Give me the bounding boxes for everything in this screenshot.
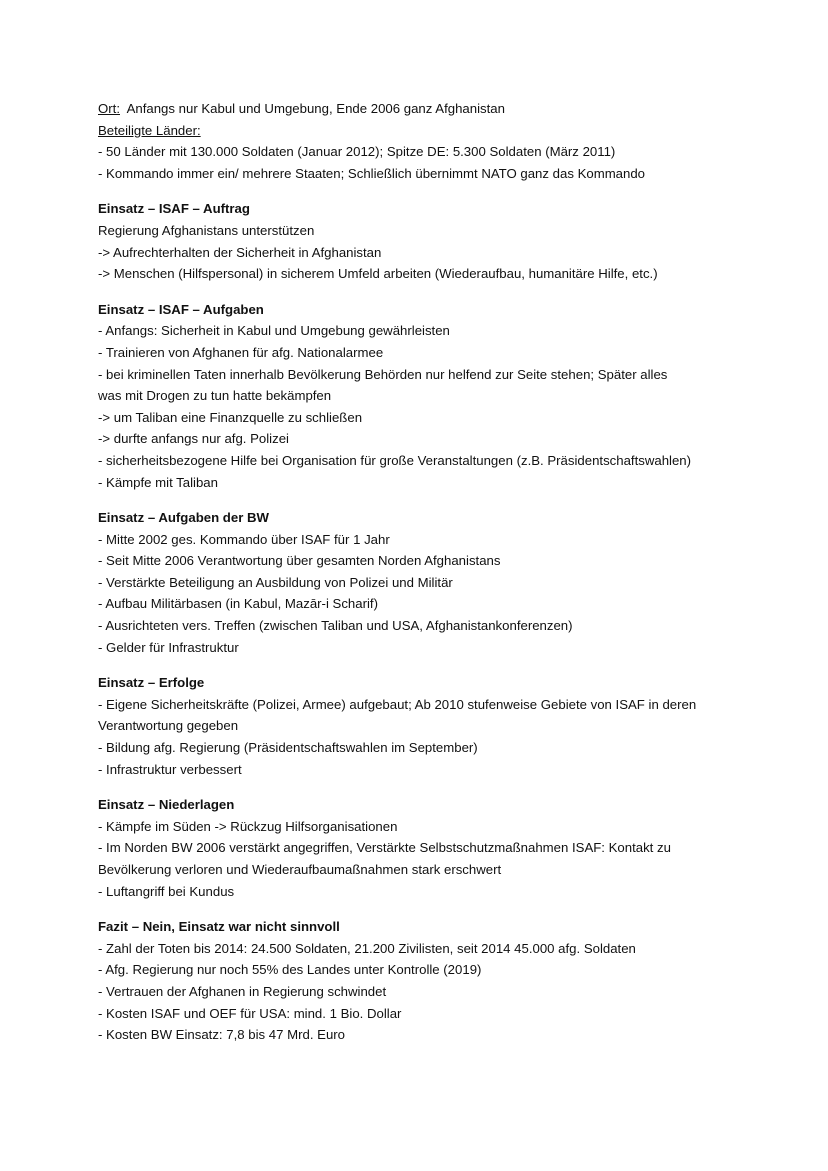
- section-line: - Gelder für Infrastruktur: [98, 639, 239, 655]
- section-line: - Im Norden BW 2006 verstärkt angegriffen, Verstärkte Selbstschutzmaßnahmen ISAF: Kontakt zu: [98, 840, 671, 856]
- section-line: - Ausrichteten vers. Treffen (zwischen Taliban und USA, Afghanistankonferenzen): [98, 618, 573, 634]
- section-line: - Seit Mitte 2006 Verantwortung über gesamten Norden Afghanistans: [98, 553, 501, 569]
- section-line: -> Aufrechterhalten der Sicherheit in Afghanistan: [98, 244, 382, 260]
- section-heading: Einsatz – Erfolge: [98, 675, 205, 691]
- section-heading: Einsatz – Aufgaben der BW: [98, 510, 269, 526]
- laender-line: [98, 120, 798, 142]
- section-line: -> Menschen (Hilfspersonal) in sicherem Umfeld arbeiten (Wiederaufbau, humanitäre Hilfe, etc.): [98, 266, 658, 282]
- section-aufgaben-bw: [98, 507, 798, 658]
- section-line: - Anfangs: Sicherheit in Kabul und Umgebung gewährleisten: [98, 323, 450, 339]
- intro-line: - Kommando immer ein/ mehrere Staaten; Schließlich übernimmt NATO ganz das Kommando: [98, 165, 646, 181]
- document-page: [98, 98, 798, 1046]
- section-heading: Fazit – Nein, Einsatz war nicht sinnvoll: [98, 919, 340, 935]
- section-line: - Bildung afg. Regierung (Präsidentschaftswahlen im September): [98, 740, 478, 756]
- section-heading: Einsatz – ISAF – Aufgaben: [98, 301, 264, 317]
- ort-text: Anfangs nur Kabul und Umgebung, Ende 2006 ganz Afghanistan: [126, 101, 505, 116]
- section-line: -> um Taliban eine Finanzquelle zu schließen: [98, 409, 363, 425]
- section-line: - Aufbau Militärbasen (in Kabul, Mazār-i Scharif): [98, 596, 378, 612]
- section-erfolge: [98, 672, 798, 780]
- section-line: - Kosten BW Einsatz: 7,8 bis 47 Mrd. Euro: [98, 1027, 346, 1043]
- section-line: - Infrastruktur verbessert: [98, 761, 242, 777]
- section-line: - bei kriminellen Taten innerhalb Bevölkerung Behörden nur helfend zur Seite stehen; Später alles: [98, 366, 668, 382]
- section-niederlagen: [98, 794, 798, 902]
- section-line: - Kämpfe im Süden -> Rückzug Hilfsorganisationen: [98, 818, 398, 834]
- section-aufgaben: [98, 299, 798, 493]
- section-line: - Kämpfe mit Taliban: [98, 474, 218, 490]
- section-line: - Mitte 2002 ges. Kommando über ISAF für 1 Jahr: [98, 531, 390, 547]
- section-line: Bevölkerung verloren und Wiederaufbaumaßnahmen stark erschwert: [98, 862, 502, 877]
- section-line: - Zahl der Toten bis 2014: 24.500 Soldaten, 21.200 Zivilisten, seit 2014 45.000 afg. Soldaten: [98, 940, 636, 956]
- section-line: - Luftangriff bei Kundus: [98, 883, 235, 899]
- section-line: -> durfte anfangs nur afg. Polizei: [98, 431, 289, 447]
- ort-line: [98, 98, 798, 120]
- section-line: - Afg. Regierung nur noch 55% des Landes unter Kontrolle (2019): [98, 962, 482, 978]
- section-line: Regierung Afghanistans unterstützen: [98, 222, 315, 238]
- section-line: - sicherheitsbezogene Hilfe bei Organisation für große Veranstaltungen (z.B. Präsidentschaftswahlen): [98, 452, 692, 468]
- section-heading: Einsatz – Niederlagen: [98, 797, 235, 813]
- section-heading: Einsatz – ISAF – Auftrag: [98, 201, 250, 217]
- section-fazit: [98, 916, 798, 1046]
- section-line: Verantwortung gegeben: [98, 718, 239, 734]
- laender-label: Beteiligte Länder:: [98, 122, 201, 138]
- section-line: - Trainieren von Afghanen für afg. Nationalarmee: [98, 344, 384, 360]
- section-line: - Verstärkte Beteiligung an Ausbildung von Polizei und Militär: [98, 574, 453, 590]
- section-line: - Eigene Sicherheitskräfte (Polizei, Armee) aufgebaut; Ab 2010 stufenweise Gebiete von ISAF in deren: [98, 696, 697, 712]
- intro-block: [98, 98, 798, 184]
- section-line: - Kosten ISAF und OEF für USA: mind. 1 Bio. Dollar: [98, 1005, 402, 1021]
- intro-line: - 50 Länder mit 130.000 Soldaten (Januar 2012); Spitze DE: 5.300 Soldaten (März 2011): [98, 144, 616, 160]
- section-line: was mit Drogen zu tun hatte bekämpfen: [98, 388, 332, 404]
- section-line: - Vertrauen der Afghanen in Regierung schwindet: [98, 983, 387, 999]
- section-auftrag: [98, 198, 798, 284]
- ort-label: Ort:: [98, 101, 120, 116]
